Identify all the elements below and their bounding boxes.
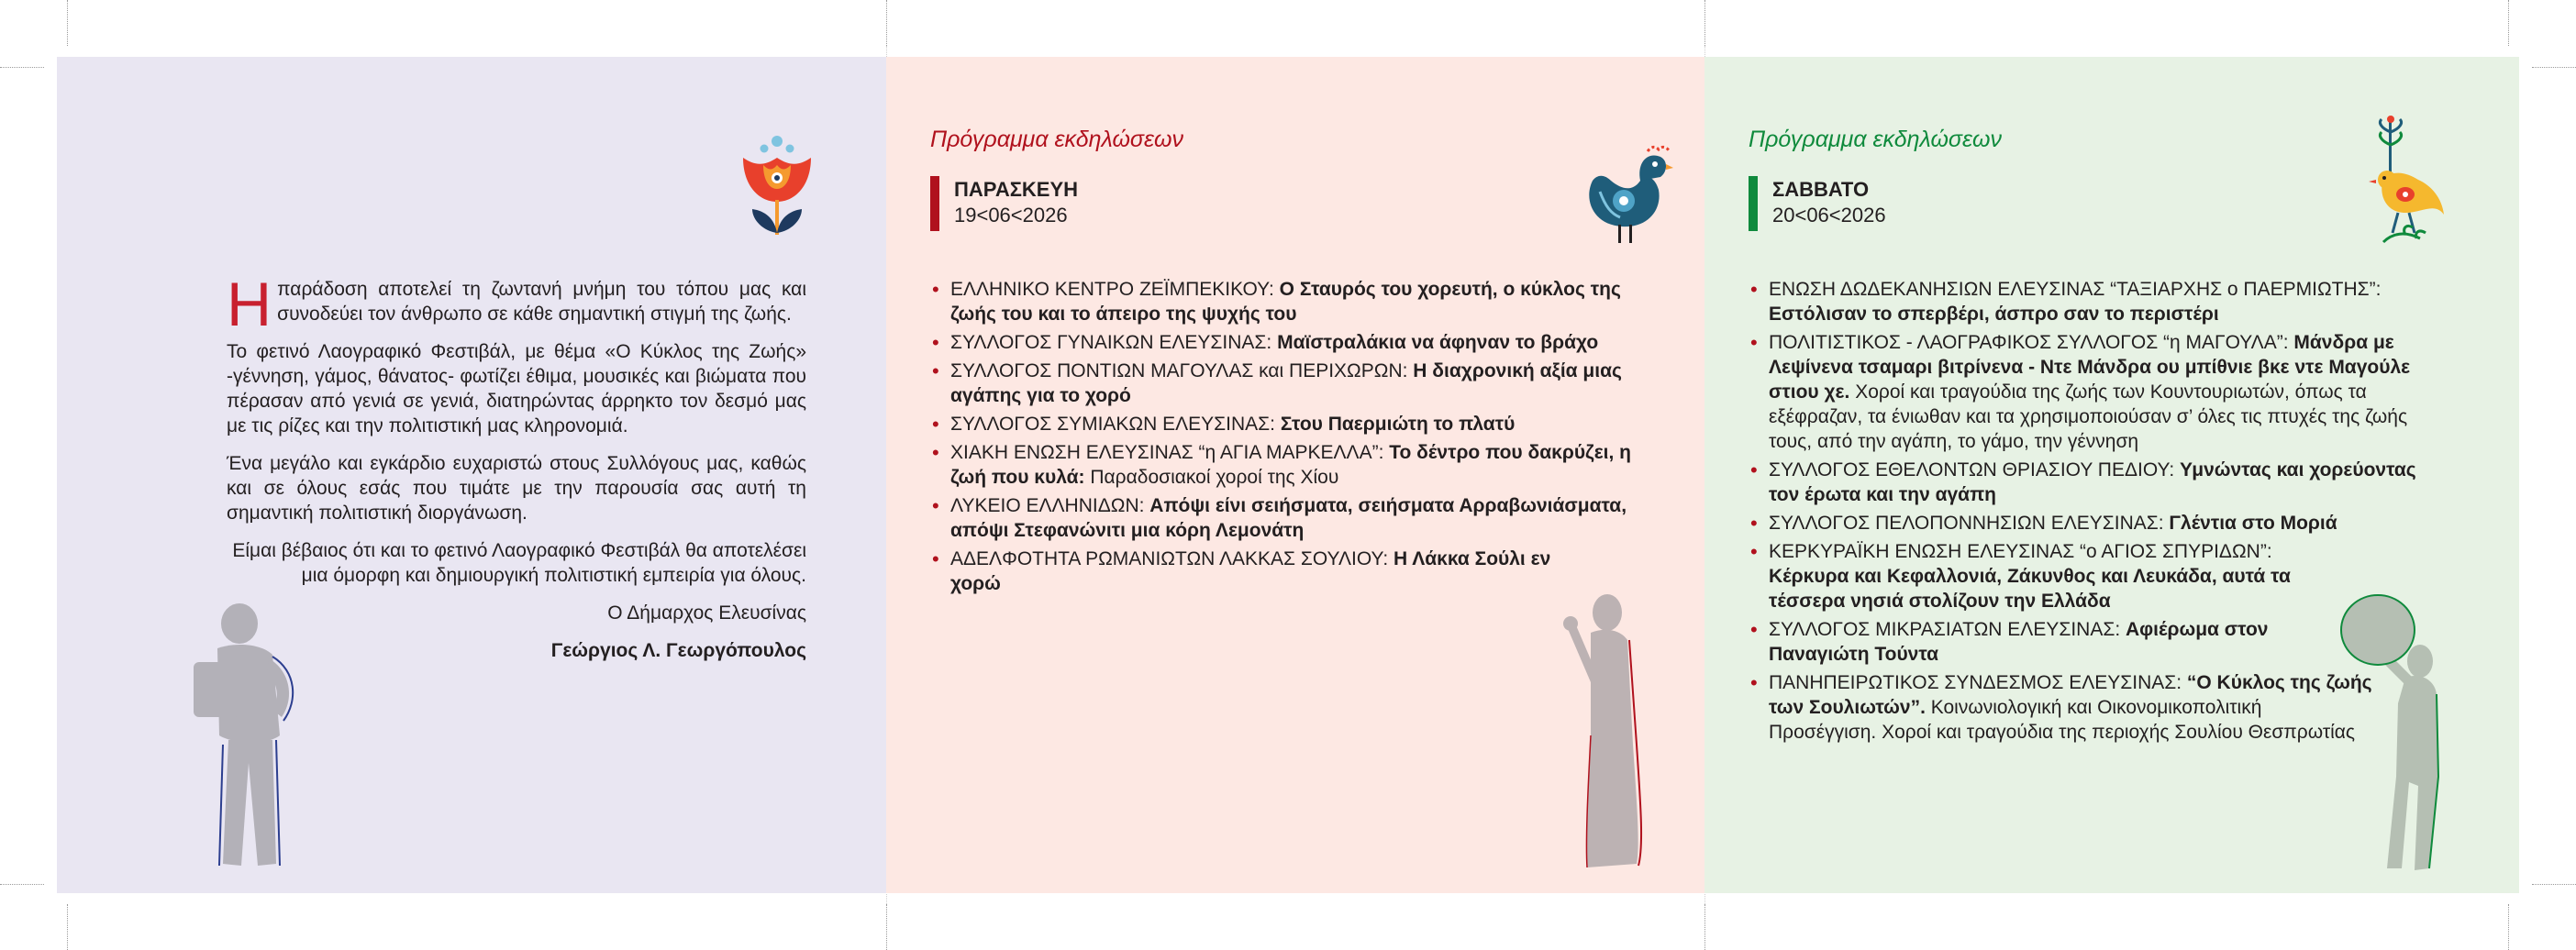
list-item	[1749, 511, 2446, 536]
crop-mark	[0, 884, 44, 885]
day-accent-bar	[1749, 176, 1758, 231]
crop-mark	[886, 0, 887, 46]
event-organizer: ΣΥΛΛΟΓΟΣ ΜΙΚΡΑΣΙΑΤΩΝ ΕΛΕΥΣΙΝΑΣ:	[1769, 619, 2126, 640]
event-title: Εστόλισαν το σπερβέρι, άσπρο σαν το περιστέρι	[1769, 304, 2219, 325]
crop-mark	[886, 904, 887, 950]
list-item	[1749, 277, 2446, 326]
intro-text	[227, 270, 806, 663]
crop-mark	[2508, 0, 2509, 46]
list-item	[1749, 670, 2374, 745]
event-description: Χοροί και τραγούδια της ζωής των Κουντουριωτών, όπως τα εξέφραζαν, τα ένιωθαν και τα χρησιμοποιούσαν σ’ όλες τις πτυχές της ζωής τους, από την αγάπη, το γάμο, την γέννηση	[1769, 381, 2408, 452]
event-organizer: ΛΥΚΕΙΟ ΕΛΛΗΝΙΔΩΝ:	[950, 495, 1150, 516]
signature-role: Ο Δήμαρχος Ελευσίνας	[607, 602, 806, 624]
event-organizer: ΣΥΛΛΟΓΟΣ ΕΘΕΛΟΝΤΩΝ ΘΡΙΑΣΙΟΥ ΠΕΔΙΟΥ:	[1769, 459, 2181, 481]
event-description: Παραδοσιακοί χοροί της Χίου	[1084, 467, 1339, 488]
event-title: Υμνώντας και χορεύοντας τον έρωτα και την αγάπη	[1769, 459, 2416, 505]
crop-mark	[1704, 904, 1705, 950]
event-title: Μαϊστραλάκια να άφηναν το βράχο	[1277, 332, 1599, 353]
event-title: “Ο Κύκλος της ζωής των Σουλιωτών”.	[1769, 672, 2372, 718]
list-item	[1749, 539, 2356, 613]
event-organizer: ΕΝΩΣΗ ΔΩΔΕΚΑΝΗΣΙΩΝ ΕΛΕΥΣΙΝΑΣ “ΤΑΞΙΑΡΧΗΣ ο ΠΑΕΡΜΙΩΤΗΣ”:	[1769, 279, 2382, 300]
dropcap-letter: Η	[227, 270, 272, 339]
branch-bird-icon	[2365, 114, 2448, 251]
crop-mark	[67, 0, 68, 46]
day-header	[930, 176, 1078, 231]
intro-paragraph-2: Το φετινό Λαογραφικό Φεστιβάλ, με θέμα «Ο Κύκλος της Ζωής» -γέννηση, γάμος, θάνατος- φωτίζει έθιμα, μουσικές και βιώματα που πέρασαν από γενιά σε γενιά, διατηρώντας άρρηκτο τον δεσμό μας με τις ρίζες και την πολιτιστική μας κληρονομιά.	[227, 341, 806, 436]
friday-program-panel	[886, 57, 1704, 893]
event-title: Μάνδρα με Λεψίνενα τσαμαρι βιτρίνενα - Ντε Μάνδρα ου μπίθνιε βκε ντε Μαγούλε στιου χε.	[1769, 332, 2411, 403]
day-date: 19<06<2026	[954, 204, 1068, 226]
event-organizer: ΣΥΛΛΟΓΟΣ ΣΥΜΙΑΚΩΝ ΕΛΕΥΣΙΝΑΣ:	[950, 414, 1281, 435]
event-title: Κέρκυρα και Κεφαλλονιά, Ζάκυνθος και Λευκάδα, αυτά τα τέσσερα νησιά στολίζουν την Ελλάδα	[1769, 566, 2291, 612]
signature-block	[227, 601, 806, 663]
event-title: Ο Σταυρός του χορευτή, ο κύκλος της ζωής του και το άπειρο της ψυχής του	[950, 279, 1621, 325]
crop-mark	[67, 904, 68, 950]
friday-events-list	[930, 277, 1664, 600]
intro-paragraph-4: Είμαι βέβαιος ότι και το φετινό Λαογραφικό Φεστιβάλ θα αποτελέσει μια όμορφη και δημιουργική πολιτιστική εμπειρία για όλους.	[232, 540, 806, 586]
list-item	[1749, 458, 2446, 507]
list-item	[1749, 617, 2337, 667]
list-item	[930, 412, 1664, 436]
event-description: Κοινωνιολογική και Οικονομικοπολιτική Προσέγγιση. Χοροί και τραγούδια της περιοχής Σουλίου Θεσπρωτίας	[1769, 697, 2356, 743]
program-title: Πρόγραμμα εκδηλώσεων	[1749, 127, 2002, 152]
crop-mark	[0, 67, 44, 68]
day-date: 20<06<2026	[1772, 204, 1886, 226]
event-title: Γλέντια στο Μοριά	[2169, 513, 2337, 534]
guitar-player-figure	[1549, 589, 1659, 882]
event-organizer: ΑΔΕΛΦΟΤΗΤΑ ΡΩΜΑΝΙΩΤΩΝ ΛΑΚΚΑΣ ΣΟΥΛΙΟΥ:	[950, 548, 1393, 569]
intro-paragraph-1	[227, 270, 806, 339]
intro-panel	[57, 57, 886, 893]
intro-paragraph-1-text: παράδοση αποτελεί τη ζωντανή μνήμη του τόπου μας και συνοδεύει τον άνθρωπο σε κάθε σημαντική στιγμή της ζωής.	[277, 279, 806, 325]
saturday-program-panel	[1704, 57, 2519, 893]
event-title: Το δέντρο που δακρύζει, η ζωή που κυλά:	[950, 442, 1632, 488]
list-item	[930, 330, 1664, 355]
crop-mark	[1704, 0, 1705, 46]
list-item	[930, 440, 1664, 490]
crop-mark	[2508, 904, 2509, 950]
event-organizer: ΣΥΛΛΟΓΟΣ ΠΟΝΤΙΩΝ ΜΑΓΟΥΛΑΣ και ΠΕΡΙΧΩΡΩΝ:	[950, 360, 1414, 381]
list-item	[1749, 330, 2446, 454]
program-title: Πρόγραμμα εκδηλώσεων	[930, 127, 1183, 152]
event-title: Αφιέρωμα στον Παναγιώτη Τούντα	[1769, 619, 2269, 665]
crop-mark	[2532, 67, 2576, 68]
event-title: Η Λάκκα Σούλι εν χορώ	[950, 548, 1551, 594]
event-title: Η διαχρονική αξία μιας αγάπης για το χορό	[950, 360, 1622, 406]
list-item	[930, 277, 1664, 326]
tulip-flower-icon	[736, 130, 818, 240]
signature-name: Γεώργιος Λ. Γεωργόπουλος	[550, 640, 806, 661]
event-organizer: ΕΛΛΗΝΙΚΟ ΚΕΝΤΡΟ ΖΕΪΜΠΕΚΙΚΟΥ:	[950, 279, 1280, 300]
list-item	[930, 547, 1593, 596]
list-item	[930, 493, 1664, 543]
tambourine-dancer-figure	[2332, 593, 2470, 878]
intro-paragraph-3: Ένα μεγάλο και εγκάρδιο ευχαριστώ στους Συλλόγους μας, καθώς και σε όλους εσάς που τιμάτε με την παρουσία σας αυτή τη σημαντική πολιτιστική διοργάνωση.	[227, 453, 806, 524]
event-organizer: ΧΙΑΚΗ ΕΝΩΣΗ ΕΛΕΥΣΙΝΑΣ “η ΑΓΙΑ ΜΑΡΚΕΛΛΑ”:	[950, 442, 1390, 463]
event-organizer: ΚΕΡΚΥΡΑΪΚΗ ΕΝΩΣΗ ΕΛΕΥΣΙΝΑΣ “ο ΑΓΙΟΣ ΣΠΥΡΙΔΩΝ”:	[1769, 541, 2272, 562]
list-item	[930, 359, 1664, 408]
event-organizer: ΠΑΝΗΠΕΙΡΩΤΙΚΟΣ ΣΥΝΔΕΣΜΟΣ ΕΛΕΥΣΙΝΑΣ:	[1769, 672, 2187, 693]
day-header	[1749, 176, 1886, 231]
day-name: ΣΑΒΒΑΤΟ	[1772, 178, 1870, 201]
event-organizer: ΣΥΛΛΟΓΟΣ ΠΕΛΟΠΟΝΝΗΣΙΩΝ ΕΛΕΥΣΙΝΑΣ:	[1769, 513, 2170, 534]
crop-mark	[2532, 884, 2576, 885]
day-name: ΠΑΡΑΣΚΕΥΗ	[954, 178, 1079, 201]
event-title: Στου Παερμιώτη το πλατύ	[1280, 414, 1516, 435]
day-accent-bar	[930, 176, 939, 231]
event-organizer: ΣΥΛΛΟΓΟΣ ΓΥΝΑΙΚΩΝ ΕΛΕΥΣΙΝΑΣ:	[950, 332, 1278, 353]
event-title: Απόψι είνι σειήσματα, σειήσματα Αρραβωνιάσματα, απόψι Στεφανώνιτι μια κόρη Λεμονάτη	[950, 495, 1627, 541]
peacock-bird-icon	[1574, 144, 1675, 245]
event-organizer: ΠΟΛΙΤΙΣΤΙΚΟΣ - ΛΑΟΓΡΑΦΙΚΟΣ ΣΥΛΛΟΓΟΣ “η ΜΑΓΟΥΛΑ”:	[1769, 332, 2294, 353]
